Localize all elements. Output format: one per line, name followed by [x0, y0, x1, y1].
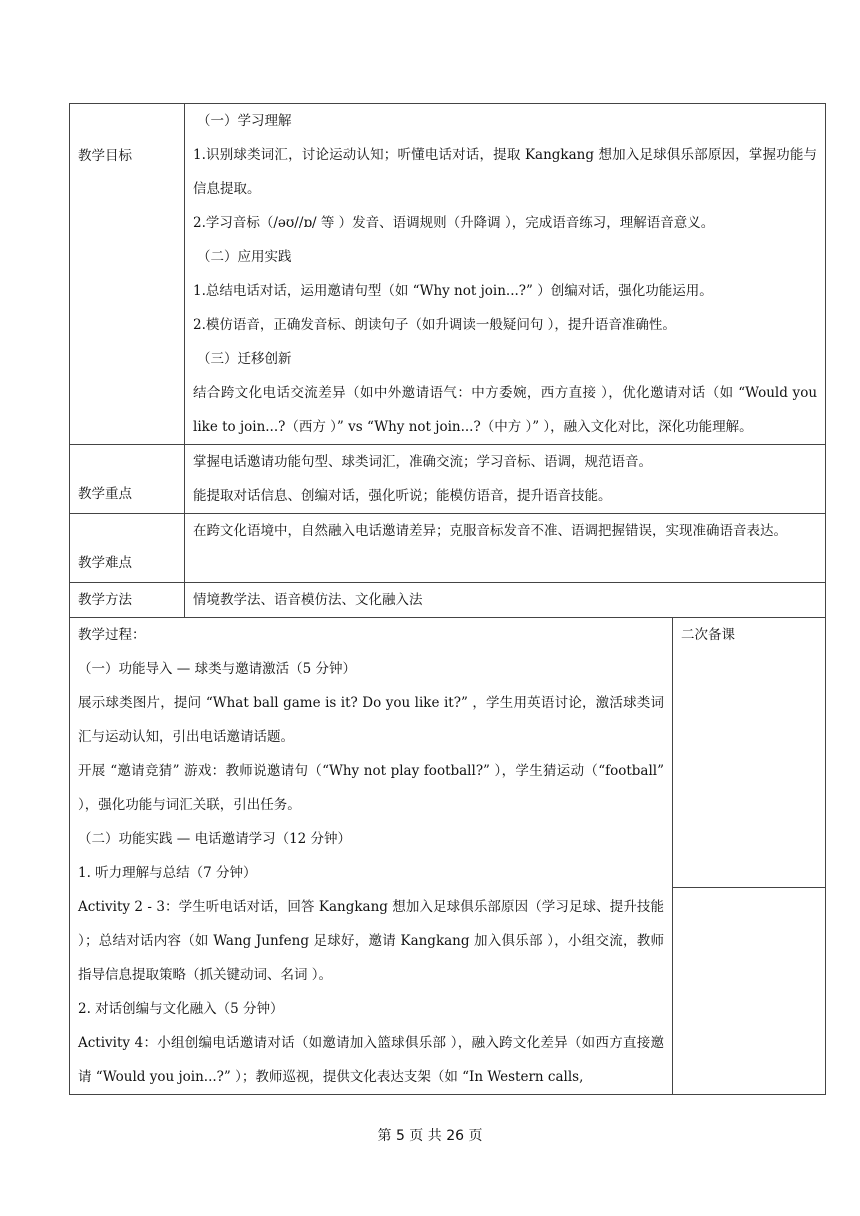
- process-para-1: 展示球类图片，提问 “What ball game is it? Do you like it?” ，学生用英语讨论，激活球类词汇与运动认知，引出电话邀请话题。: [78, 695, 664, 745]
- key-points-line-2: 能提取对话信息、创编对话，强化听说；能模仿语音，提升语音技能。: [193, 488, 612, 504]
- goals-item-2: 2.学习音标（/əʊ//ɒ/ 等 ）发音、语调规则（升降调 ），完成语音练习，理解语音意义。: [193, 215, 715, 231]
- process-section-2: （二）功能实践 — 电话邀请学习（12 分钟）: [78, 831, 352, 847]
- difficulties-row: [70, 514, 826, 583]
- lesson-plan-table: [69, 103, 826, 1095]
- secondary-prep-label: 二次备课: [681, 627, 735, 643]
- process-title: 教学过程：: [78, 627, 146, 643]
- methods-content: 情境教学法、语音模仿法、文化融入法: [185, 583, 826, 618]
- page-footer: 第 5 页 共 26 页: [377, 1128, 483, 1144]
- secondary-prep-bottom: [673, 888, 825, 1091]
- process-content: [70, 618, 673, 1095]
- difficulties-content: [185, 514, 826, 583]
- secondary-prep-cell: [673, 618, 826, 1095]
- difficulties-label: 教学难点: [70, 514, 185, 583]
- secondary-prep-top: [673, 618, 825, 888]
- difficulties-line-1: 在跨文化语境中，自然融入电话邀请差异；克服音标发音不准、语调把握错误，实现准确语音表达。: [193, 523, 787, 539]
- methods-label: 教学方法: [70, 583, 185, 618]
- goals-item-4: 2.模仿语音，正确发音标、朗读句子（如升调读一般疑问句 ），提升语音准确性。: [193, 317, 676, 333]
- goals-label: 教学目标: [70, 104, 185, 445]
- process-subsection-2: 2. 对话创编与文化融入（5 分钟）: [78, 1001, 284, 1017]
- goals-heading-1: （一）学习理解: [197, 113, 292, 129]
- goals-row: [70, 104, 826, 445]
- goals-item-3: 1.总结电话对话，运用邀请句型（如 “Why not join...?” ）创编对话，强化功能运用。: [193, 283, 713, 299]
- key-points-label: 教学重点: [70, 445, 185, 514]
- process-para-3: Activity 2 - 3：学生听电话对话，回答 Kangkang 想加入足球俱乐部原因（学习足球、提升技能 ）；总结对话内容（如 Wang Junfeng 足球好，邀请 Kangkang 加入俱乐部 ），小组交流，教师指导信息提取策略（抓关键动词、名词 ）。: [78, 899, 664, 983]
- key-points-row: [70, 445, 826, 514]
- methods-row: [70, 583, 826, 618]
- goals-item-5: 结合跨文化电话交流差异（如中外邀请语气：中方委婉，西方直接 ），优化邀请对话（如 “Would you like to join...?（西方 ）” vs “Why not join...?（中方 ）” ），融入文化对比，深化功能理解。: [193, 385, 818, 435]
- process-para-4: Activity 4：小组创编电话邀请对话（如邀请加入篮球俱乐部 ），融入跨文化差异（如西方直接邀请 “Would you join...?” ）；教师巡视，提供文化表达支架（如 “In Western calls,: [78, 1035, 664, 1085]
- key-points-content: [185, 445, 826, 514]
- process-para-2: 开展 “邀请竞猜” 游戏：教师说邀请句（“Why not play football?” ），学生猜运动（“football” ），强化功能与词汇关联，引出任务。: [78, 763, 664, 813]
- goals-item-1: 1.识别球类词汇，讨论运动认知；听懂电话对话，提取 Kangkang 想加入足球俱乐部原因，掌握功能与信息提取。: [193, 147, 818, 197]
- goals-content: [185, 104, 826, 445]
- process-subsection-1: 1. 听力理解与总结（7 分钟）: [78, 865, 257, 881]
- goals-heading-3: （三）迁移创新: [197, 351, 292, 367]
- goals-heading-2: （二）应用实践: [197, 249, 292, 265]
- process-row: [70, 618, 826, 1095]
- process-section-1: （一）功能导入 — 球类与邀请激活（5 分钟）: [78, 661, 356, 677]
- key-points-line-1: 掌握电话邀请功能句型、球类词汇，准确交流；学习音标、语调，规范语音。: [193, 454, 652, 470]
